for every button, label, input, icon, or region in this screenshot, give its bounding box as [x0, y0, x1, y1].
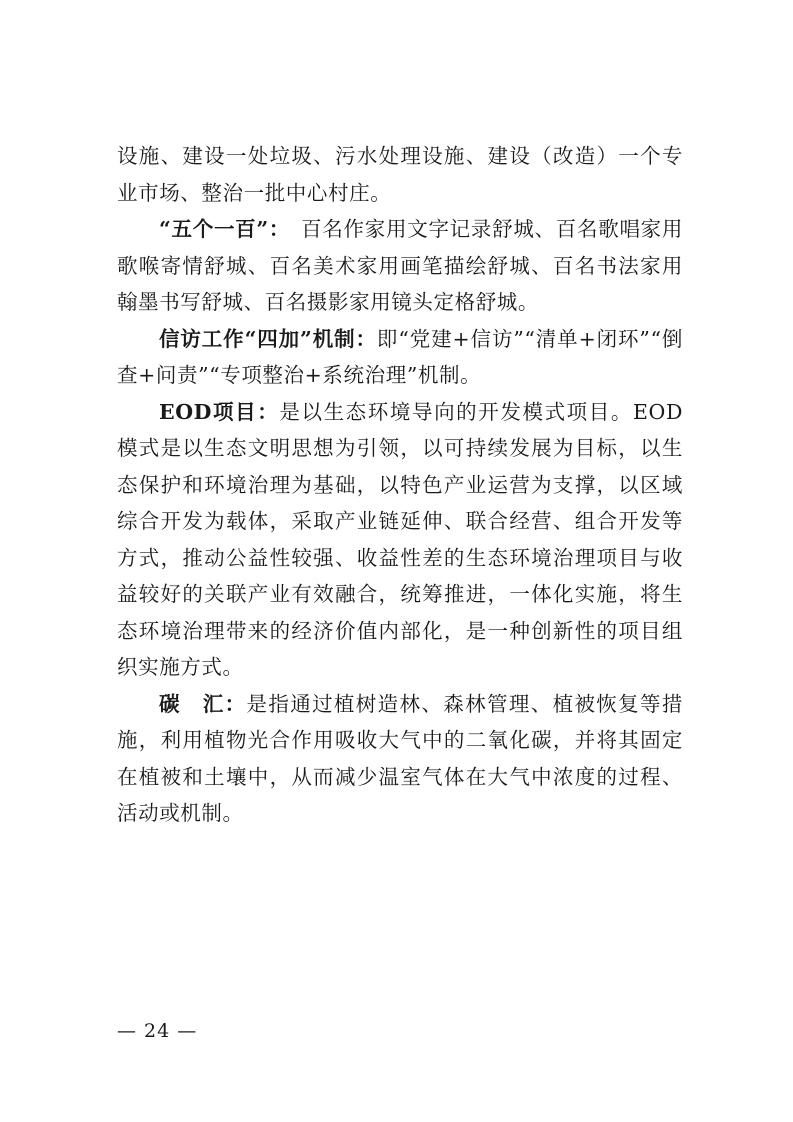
- term-heading: 碳 汇：: [159, 691, 247, 716]
- term-heading: “五个一百”：: [159, 217, 280, 241]
- paragraph-five-hundreds: [117, 211, 683, 321]
- paragraph-carbon-sink: [117, 686, 683, 832]
- page-body: [117, 138, 683, 832]
- term-heading: EOD项目：: [159, 399, 280, 424]
- paragraph-text: 百名作家用文字记录舒城、百名歌唱家用歌喉寄情舒城、百名美术家用画笔描绘舒城、百名书法家用翰墨书写舒城、百名摄影家用镜头定格舒城。: [117, 217, 683, 314]
- paragraph-petition-mechanism: [117, 321, 683, 394]
- paragraph-text: 即“党建+信访”“清单+闭环”“倒查+问责”“专项整治+系统治理”机制。: [117, 326, 683, 387]
- paragraph-eod-project: [117, 394, 683, 686]
- paragraph-text: 设施、建设一处垃圾、污水处理设施、建设（改造）一个专业市场、整治一批中心村庄。: [117, 144, 683, 205]
- paragraph-text: 是以生态环境导向的开发模式项目。EOD模式是以生态文明思想为引领，以可持续发展为目标，以生态保护和环境治理为基础，以特色产业运营为支撑，以区域综合开发为载体，采取产业链延伸、联合经营、组合开发等方式，推动公益性较强、收益性差的生态环境治理项目与收益较好的关联产业有效融合，统筹推进，一体化实施，将生态环境治理带来的经济价值内部化，是一种创新性的项目组织实施方式。: [117, 399, 683, 679]
- paragraph-continuation: [117, 138, 683, 211]
- page-number: — 24 —: [117, 1020, 198, 1042]
- term-heading: 信访工作“四加”机制：: [159, 326, 377, 351]
- paragraph-text: 是指通过植树造林、森林管理、植被恢复等措施，利用植物光合作用吸收大气中的二氧化碳，并将其固定在植被和土壤中，从而减少温室气体在大气中浓度的过程、活动或机制。: [117, 691, 684, 825]
